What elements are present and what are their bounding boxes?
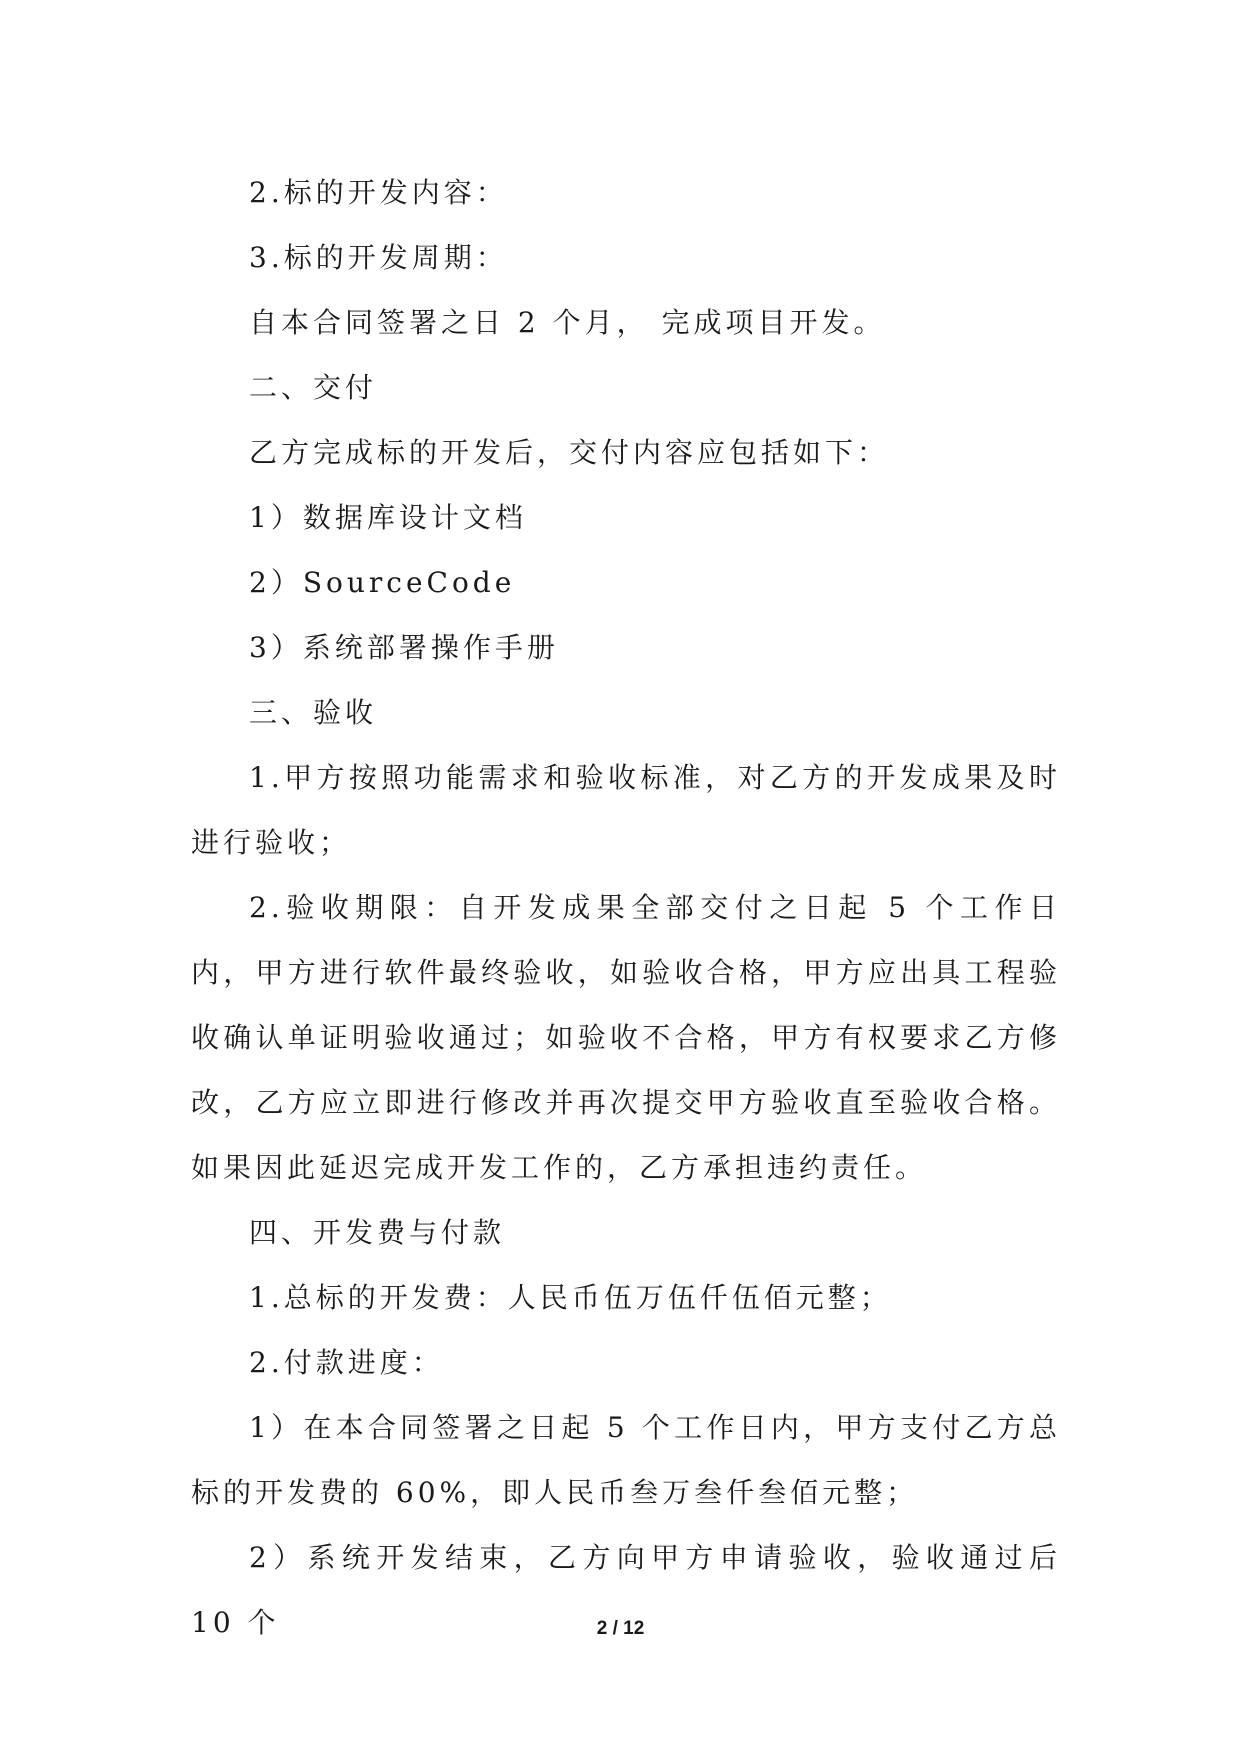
delivery-intro: 乙方完成标的开发后，交付内容应包括如下： xyxy=(249,436,890,469)
dev-content-heading: 2.标的开发内容： xyxy=(249,176,508,209)
section-fee-heading: 四、开发费与付款 xyxy=(249,1216,506,1249)
delivery-item-2: 2）SourceCode xyxy=(249,566,516,599)
page-number: 2 / 12 xyxy=(596,1618,645,1639)
payment-schedule-heading: 2.付款进度： xyxy=(249,1346,444,1379)
delivery-item-1: 1）数据库设计文档 xyxy=(249,501,527,534)
payment-item-2: 2）系统开发结束，乙方向甲方申请验收，验收通过后 10 个 xyxy=(191,1541,1061,1639)
document-body xyxy=(191,160,1061,1655)
dev-period-heading: 3.标的开发周期： xyxy=(249,241,508,274)
section-acceptance-heading: 三、验收 xyxy=(249,696,378,729)
delivery-item-3: 3）系统部署操作手册 xyxy=(249,631,559,664)
acceptance-clause-2: 2.验收期限：自开发成果全部交付之日起 5 个工作日内，甲方进行软件最终验收，如验收合格，甲方应出具工程验收确认单证明验收通过；如验收不合格，甲方有权要求乙方修改，乙方应立即进行修改并再次提交甲方验收直至验收合格。如果因此延迟完成开发工作的，乙方承担违约责任。 xyxy=(191,891,1061,1184)
payment-item-1: 1）在本合同签署之日起 5 个工作日内，甲方支付乙方总标的开发费的 60%，即人民币叁万叁仟叁佰元整； xyxy=(191,1411,1061,1509)
fee-total: 1.总标的开发费：人民币伍万伍仟伍佰元整； xyxy=(249,1281,892,1314)
dev-period-text: 自本合同签署之日 2 个月， 完成项目开发。 xyxy=(249,306,886,339)
section-delivery-heading: 二、交付 xyxy=(249,371,378,404)
acceptance-clause-1: 1.甲方按照功能需求和验收标准，对乙方的开发成果及时进行验收； xyxy=(191,761,1061,859)
